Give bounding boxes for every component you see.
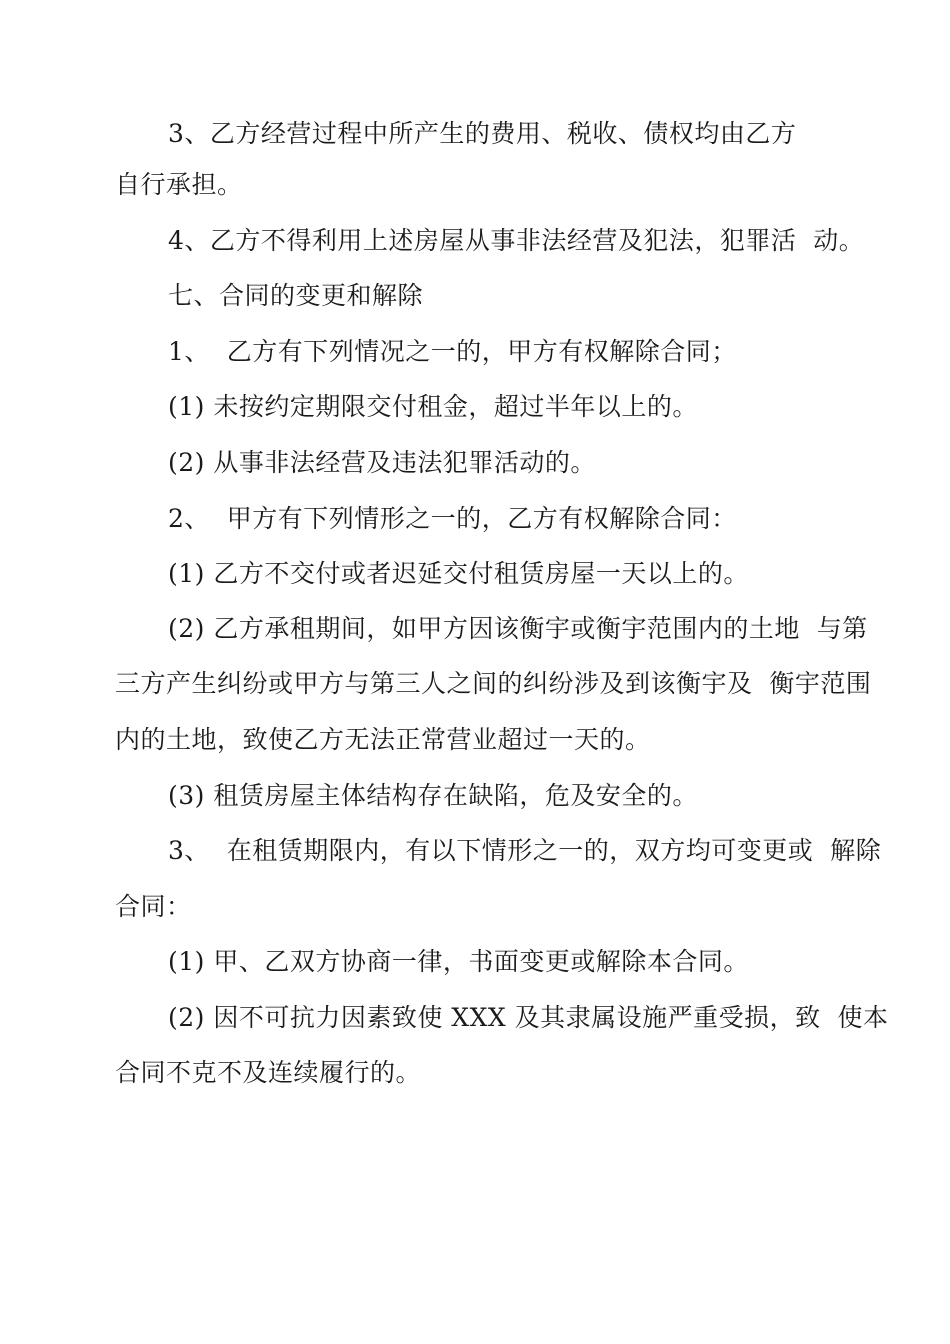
clause-3-item-2-line-1: (2) 因不可抗力因素致使 XXX 及其隶属设施严重受损，致 使本 [168,1003,889,1032]
paragraph-item-3-line-1: 3、乙方经营过程中所产生的费用、税收、债权均由乙方 [168,119,797,148]
clause-3-item-2-line-2: 合同不克不及连续履行的。 [115,1058,422,1087]
clause-2-item-2-line-3: 内的土地，致使乙方无法正常营业超过一天的。 [115,725,651,754]
section-heading-7: 七、合同的变更和解除 [168,281,424,310]
clause-1-item-1: (1) 未按约定期限交付租金，超过半年以上的。 [168,392,698,421]
paragraph-item-4: 4、乙方不得利用上述房屋从事非法经营及犯法，犯罪活 动。 [168,226,865,255]
clause-2-heading: 2、 甲方有下列情形之一的，乙方有权解除合同： [168,504,737,533]
clause-2-item-3: (3) 租赁房屋主体结构存在缺陷，危及安全的。 [168,781,698,810]
clause-2-item-2-line-1: (2) 乙方承租期间，如甲方因该衡宇或衡宇范围内的土地 与第 [168,614,868,643]
clause-3-heading-line-1: 3、 在租赁期限内，有以下情形之一的，双方均可变更或 解除 [168,836,882,865]
clause-3-item-1: (1) 甲、乙双方协商一律，书面变更或解除本合同。 [168,947,749,976]
clause-3-heading-line-2: 合同： [115,892,192,921]
clause-2-item-1: (1) 乙方不交付或者迟延交付租赁房屋一天以上的。 [168,559,749,588]
clause-1-heading: 1、 乙方有下列情况之一的，甲方有权解除合同； [168,337,737,366]
clause-1-item-2: (2) 从事非法经营及违法犯罪活动的。 [168,448,596,477]
clause-2-item-2-line-2: 三方产生纠纷或甲方与第三人之间的纠纷涉及到该衡宇及 衡宇范围 [115,669,872,698]
paragraph-item-3-line-2: 自行承担。 [115,170,243,199]
